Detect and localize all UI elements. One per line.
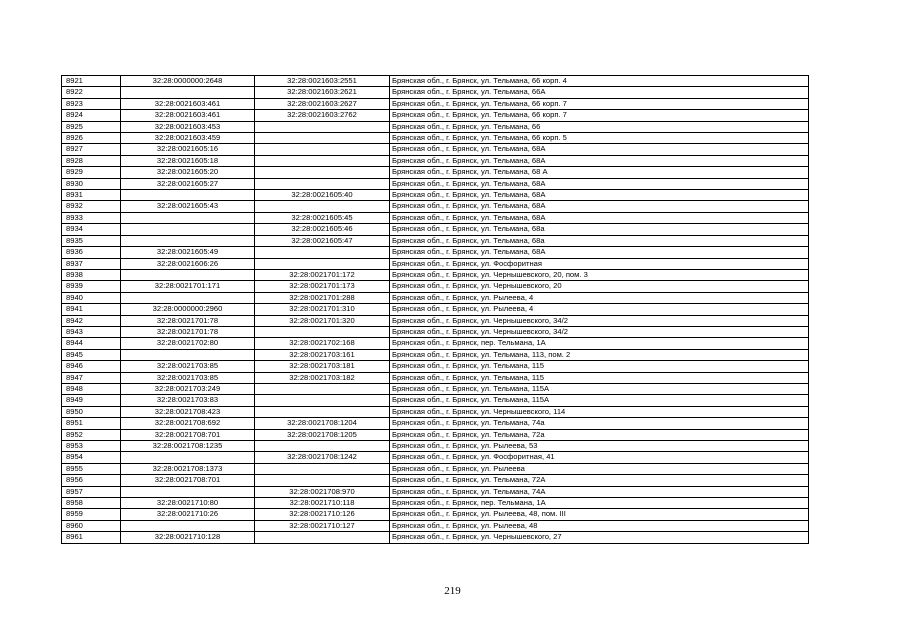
table-row: [62, 395, 809, 406]
row-number-cell: 8927: [62, 144, 121, 155]
table-row: [62, 304, 809, 315]
cadastral-number-cell: 32:28:0021701:171: [121, 281, 255, 292]
object-cadastral-number-cell: 32:28:0021710:118: [255, 498, 390, 509]
object-cadastral-number-cell: 32:28:0021603:2551: [255, 76, 390, 87]
cadastral-number-cell: 32:28:0021605:18: [121, 155, 255, 166]
table-row: [62, 121, 809, 132]
object-cadastral-number-cell: 32:28:0021701:310: [255, 304, 390, 315]
cadastral-number-cell: [121, 349, 255, 360]
object-cadastral-number-cell: [255, 121, 390, 132]
table-row: [62, 258, 809, 269]
object-cadastral-number-cell: [255, 406, 390, 417]
cadastral-number-cell: 32:28:0021605:16: [121, 144, 255, 155]
row-number-cell: 8937: [62, 258, 121, 269]
cadastral-number-cell: [121, 224, 255, 235]
table-row: [62, 406, 809, 417]
table-row: [62, 269, 809, 280]
cadastral-number-cell: 32:28:0021703:83: [121, 395, 255, 406]
address-cell: Брянская обл., г. Брянск, ул. Тельмана, 68А: [390, 201, 809, 212]
table-row: [62, 441, 809, 452]
cadastral-number-cell: 32:28:0021708:701: [121, 429, 255, 440]
address-cell: Брянская обл., г. Брянск, пер. Тельмана, 1А: [390, 498, 809, 509]
object-cadastral-number-cell: 32:28:0021708:1204: [255, 418, 390, 429]
object-cadastral-number-cell: [255, 167, 390, 178]
cadastral-number-cell: [121, 486, 255, 497]
address-cell: Брянская обл., г. Брянск, ул. Чернышевского, 34/2: [390, 326, 809, 337]
table-row: [62, 281, 809, 292]
address-cell: Брянская обл., г. Брянск, ул. Чернышевского, 20: [390, 281, 809, 292]
table-row: [62, 509, 809, 520]
cadastral-number-cell: 32:28:0021708:1373: [121, 463, 255, 474]
table-row: [62, 178, 809, 189]
cadastral-number-cell: 32:28:0021605:49: [121, 247, 255, 258]
object-cadastral-number-cell: 32:28:0021701:288: [255, 292, 390, 303]
table-row: [62, 498, 809, 509]
object-cadastral-number-cell: [255, 201, 390, 212]
object-cadastral-number-cell: 32:28:0021710:126: [255, 509, 390, 520]
table-row: [62, 167, 809, 178]
object-cadastral-number-cell: 32:28:0021708:1205: [255, 429, 390, 440]
address-cell: Брянская обл., г. Брянск, ул. Тельмана, 68а: [390, 235, 809, 246]
address-cell: Брянская обл., г. Брянск, ул. Тельмана, 66 корп. 7: [390, 98, 809, 109]
row-number-cell: 8955: [62, 463, 121, 474]
row-number-cell: 8943: [62, 326, 121, 337]
table-row: [62, 349, 809, 360]
object-cadastral-number-cell: [255, 155, 390, 166]
address-cell: Брянская обл., г. Брянск, ул. Чернышевского, 34/2: [390, 315, 809, 326]
row-number-cell: 8941: [62, 304, 121, 315]
row-number-cell: 8924: [62, 110, 121, 121]
row-number-cell: 8950: [62, 406, 121, 417]
address-cell: Брянская обл., г. Брянск, ул. Тельмана, 113, пом. 2: [390, 349, 809, 360]
address-cell: Брянская обл., г. Брянск, ул. Рылеева, 4: [390, 304, 809, 315]
address-cell: Брянская обл., г. Брянск, пер. Тельмана, 1А: [390, 338, 809, 349]
cadastral-number-cell: 32:28:0021606:26: [121, 258, 255, 269]
row-number-cell: 8951: [62, 418, 121, 429]
table-row: [62, 452, 809, 463]
address-cell: Брянская обл., г. Брянск, ул. Чернышевского, 20, пом. 3: [390, 269, 809, 280]
row-number-cell: 8934: [62, 224, 121, 235]
address-cell: Брянская обл., г. Брянск, ул. Чернышевского, 27: [390, 532, 809, 543]
table-row: [62, 520, 809, 531]
row-number-cell: 8958: [62, 498, 121, 509]
row-number-cell: 8956: [62, 475, 121, 486]
address-cell: Брянская обл., г. Брянск, ул. Тельмана, 66 корп. 7: [390, 110, 809, 121]
row-number-cell: 8947: [62, 372, 121, 383]
address-cell: Брянская обл., г. Брянск, ул. Тельмана, 66А: [390, 87, 809, 98]
table-row: [62, 361, 809, 372]
row-number-cell: 8945: [62, 349, 121, 360]
object-cadastral-number-cell: [255, 247, 390, 258]
object-cadastral-number-cell: [255, 326, 390, 337]
object-cadastral-number-cell: [255, 475, 390, 486]
cadastral-number-cell: [121, 292, 255, 303]
cadastral-number-cell: 32:28:0021701:78: [121, 326, 255, 337]
cadastral-number-cell: 32:28:0021708:423: [121, 406, 255, 417]
cadastral-number-cell: 32:28:0021703:85: [121, 361, 255, 372]
table-row: [62, 235, 809, 246]
address-cell: Брянская обл., г. Брянск, ул. Тельмана, 68А: [390, 190, 809, 201]
row-number-cell: 8949: [62, 395, 121, 406]
address-cell: Брянская обл., г. Брянск, ул. Тельмана, 68А: [390, 247, 809, 258]
row-number-cell: 8932: [62, 201, 121, 212]
row-number-cell: 8948: [62, 383, 121, 394]
table-row: [62, 292, 809, 303]
row-number-cell: 8946: [62, 361, 121, 372]
object-cadastral-number-cell: [255, 144, 390, 155]
table-row: [62, 383, 809, 394]
row-number-cell: 8952: [62, 429, 121, 440]
cadastral-number-cell: 32:28:0000000:2648: [121, 76, 255, 87]
object-cadastral-number-cell: [255, 258, 390, 269]
address-cell: Брянская обл., г. Брянск, ул. Тельмана, 66: [390, 121, 809, 132]
row-number-cell: 8928: [62, 155, 121, 166]
object-cadastral-number-cell: 32:28:0021605:40: [255, 190, 390, 201]
address-cell: Брянская обл., г. Брянск, ул. Тельмана, 68А: [390, 178, 809, 189]
table-row: [62, 144, 809, 155]
address-cell: Брянская обл., г. Брянск, ул. Рылеева: [390, 463, 809, 474]
table-row: [62, 372, 809, 383]
address-cell: Брянская обл., г. Брянск, ул. Рылеева, 48: [390, 520, 809, 531]
address-cell: Брянская обл., г. Брянск, ул. Тельмана, 74а: [390, 418, 809, 429]
object-cadastral-number-cell: [255, 178, 390, 189]
row-number-cell: 8921: [62, 76, 121, 87]
table-row: [62, 190, 809, 201]
table-row: [62, 463, 809, 474]
object-cadastral-number-cell: 32:28:0021603:2627: [255, 98, 390, 109]
address-cell: Брянская обл., г. Брянск, ул. Чернышевского, 114: [390, 406, 809, 417]
cadastral-number-cell: [121, 269, 255, 280]
table-row: [62, 201, 809, 212]
object-cadastral-number-cell: [255, 463, 390, 474]
cadastral-number-cell: 32:28:0021603:453: [121, 121, 255, 132]
address-cell: Брянская обл., г. Брянск, ул. Фосфоритная: [390, 258, 809, 269]
object-cadastral-number-cell: 32:28:0021703:161: [255, 349, 390, 360]
row-number-cell: 8929: [62, 167, 121, 178]
row-number-cell: 8931: [62, 190, 121, 201]
address-cell: Брянская обл., г. Брянск, ул. Тельмана, 66 корп. 4: [390, 76, 809, 87]
address-cell: Брянская обл., г. Брянск, ул. Тельмана, 72А: [390, 475, 809, 486]
cadastral-number-cell: 32:28:0021710:26: [121, 509, 255, 520]
address-cell: Брянская обл., г. Брянск, ул. Тельмана, 68А: [390, 212, 809, 223]
row-number-cell: 8923: [62, 98, 121, 109]
table-row: [62, 338, 809, 349]
object-cadastral-number-cell: 32:28:0021605:45: [255, 212, 390, 223]
table-row: [62, 155, 809, 166]
object-cadastral-number-cell: 32:28:0021605:46: [255, 224, 390, 235]
table-row: [62, 76, 809, 87]
address-cell: Брянская обл., г. Брянск, ул. Тельмана, 115: [390, 361, 809, 372]
cadastral-number-cell: 32:28:0021603:459: [121, 133, 255, 144]
address-cell: Брянская обл., г. Брянск, ул. Тельмана, 115А: [390, 395, 809, 406]
address-cell: Брянская обл., г. Брянск, ул. Тельмана, 68а: [390, 224, 809, 235]
address-cell: Брянская обл., г. Брянск, ул. Тельмана, 72а: [390, 429, 809, 440]
row-number-cell: 8959: [62, 509, 121, 520]
address-cell: Брянская обл., г. Брянск, ул. Тельмана, 74А: [390, 486, 809, 497]
object-cadastral-number-cell: [255, 383, 390, 394]
table-row: [62, 486, 809, 497]
object-cadastral-number-cell: [255, 395, 390, 406]
object-cadastral-number-cell: 32:28:0021701:320: [255, 315, 390, 326]
cadastral-number-cell: 32:28:0000000:2960: [121, 304, 255, 315]
object-cadastral-number-cell: 32:28:0021703:181: [255, 361, 390, 372]
object-cadastral-number-cell: 32:28:0021603:2762: [255, 110, 390, 121]
object-cadastral-number-cell: 32:28:0021701:173: [255, 281, 390, 292]
object-cadastral-number-cell: [255, 441, 390, 452]
table-row: [62, 224, 809, 235]
cadastral-number-cell: [121, 212, 255, 223]
table-row: [62, 315, 809, 326]
row-number-cell: 8957: [62, 486, 121, 497]
row-number-cell: 8933: [62, 212, 121, 223]
cadastral-number-cell: 32:28:0021708:1235: [121, 441, 255, 452]
row-number-cell: 8938: [62, 269, 121, 280]
address-cell: Брянская обл., г. Брянск, ул. Тельмана, 66 корп. 5: [390, 133, 809, 144]
cadastral-number-cell: 32:28:0021605:20: [121, 167, 255, 178]
cadastral-number-cell: 32:28:0021703:85: [121, 372, 255, 383]
row-number-cell: 8930: [62, 178, 121, 189]
address-cell: Брянская обл., г. Брянск, ул. Рылеева, 53: [390, 441, 809, 452]
address-cell: Брянская обл., г. Брянск, ул. Тельмана, 115: [390, 372, 809, 383]
cadastral-number-cell: 32:28:0021603:461: [121, 110, 255, 121]
table-row: [62, 110, 809, 121]
page-number: 219: [444, 585, 461, 597]
registry-table-body: [62, 76, 809, 544]
table-row: [62, 418, 809, 429]
address-cell: Брянская обл., г. Брянск, ул. Рылеева, 4: [390, 292, 809, 303]
row-number-cell: 8960: [62, 520, 121, 531]
table-row: [62, 532, 809, 543]
row-number-cell: 8942: [62, 315, 121, 326]
table-row: [62, 429, 809, 440]
object-cadastral-number-cell: 32:28:0021708:1242: [255, 452, 390, 463]
cadastral-number-cell: 32:28:0021710:128: [121, 532, 255, 543]
object-cadastral-number-cell: 32:28:0021702:168: [255, 338, 390, 349]
cadastral-number-cell: 32:28:0021708:701: [121, 475, 255, 486]
cadastral-number-cell: 32:28:0021703:249: [121, 383, 255, 394]
cadastral-number-cell: 32:28:0021702:80: [121, 338, 255, 349]
object-cadastral-number-cell: 32:28:0021701:172: [255, 269, 390, 280]
object-cadastral-number-cell: 32:28:0021605:47: [255, 235, 390, 246]
table-row: [62, 247, 809, 258]
address-cell: Брянская обл., г. Брянск, ул. Тельмана, 68А: [390, 155, 809, 166]
row-number-cell: 8944: [62, 338, 121, 349]
cadastral-number-cell: [121, 235, 255, 246]
row-number-cell: 8961: [62, 532, 121, 543]
cadastral-number-cell: [121, 87, 255, 98]
row-number-cell: 8936: [62, 247, 121, 258]
table-row: [62, 326, 809, 337]
object-cadastral-number-cell: 32:28:0021710:127: [255, 520, 390, 531]
cadastral-number-cell: 32:28:0021605:43: [121, 201, 255, 212]
row-number-cell: 8953: [62, 441, 121, 452]
cadastral-number-cell: 32:28:0021708:692: [121, 418, 255, 429]
cadastral-number-cell: [121, 190, 255, 201]
table-row: [62, 212, 809, 223]
cadastral-number-cell: 32:28:0021710:80: [121, 498, 255, 509]
cadastral-number-cell: 32:28:0021701:78: [121, 315, 255, 326]
address-cell: Брянская обл., г. Брянск, ул. Тельмана, 68А: [390, 144, 809, 155]
address-cell: Брянская обл., г. Брянск, ул. Тельмана, 115А: [390, 383, 809, 394]
object-cadastral-number-cell: [255, 532, 390, 543]
cadastral-number-cell: 32:28:0021605:27: [121, 178, 255, 189]
row-number-cell: 8935: [62, 235, 121, 246]
object-cadastral-number-cell: 32:28:0021708:970: [255, 486, 390, 497]
row-number-cell: 8922: [62, 87, 121, 98]
cadastral-number-cell: 32:28:0021603:461: [121, 98, 255, 109]
row-number-cell: 8939: [62, 281, 121, 292]
registry-table: [61, 75, 809, 544]
row-number-cell: 8940: [62, 292, 121, 303]
cadastral-number-cell: [121, 452, 255, 463]
table-row: [62, 133, 809, 144]
row-number-cell: 8926: [62, 133, 121, 144]
row-number-cell: 8954: [62, 452, 121, 463]
cadastral-number-cell: [121, 520, 255, 531]
table-row: [62, 87, 809, 98]
row-number-cell: 8925: [62, 121, 121, 132]
address-cell: Брянская обл., г. Брянск, ул. Фосфоритная, 41: [390, 452, 809, 463]
table-row: [62, 98, 809, 109]
address-cell: Брянская обл., г. Брянск, ул. Тельмана, 68 А: [390, 167, 809, 178]
table-row: [62, 475, 809, 486]
object-cadastral-number-cell: [255, 133, 390, 144]
object-cadastral-number-cell: 32:28:0021603:2621: [255, 87, 390, 98]
object-cadastral-number-cell: 32:28:0021703:182: [255, 372, 390, 383]
address-cell: Брянская обл., г. Брянск, ул. Рылеева, 48, пом. III: [390, 509, 809, 520]
